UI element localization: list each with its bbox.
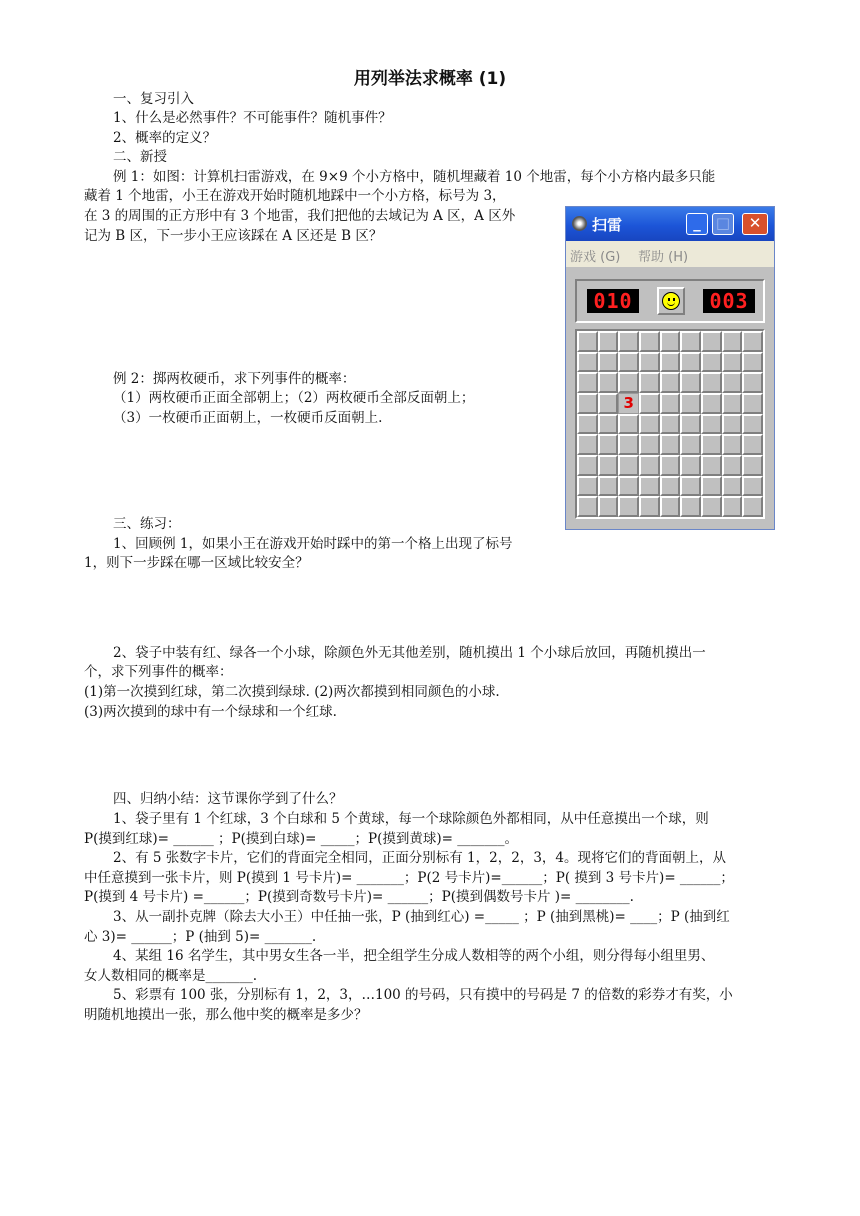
mine-cell[interactable]: [680, 455, 701, 476]
mine-cell[interactable]: [742, 496, 763, 517]
menu-bar: [566, 241, 774, 267]
mine-cell[interactable]: [618, 434, 639, 455]
mine-cell[interactable]: [722, 455, 743, 476]
mine-cell[interactable]: [577, 414, 598, 435]
mine-cell[interactable]: [639, 352, 660, 373]
game-board: [572, 273, 768, 525]
mine-cell[interactable]: [660, 414, 681, 435]
mine-cell[interactable]: [680, 352, 701, 373]
mine-counter: 010: [587, 289, 639, 313]
mine-cell[interactable]: [598, 434, 619, 455]
maximize-button[interactable]: □: [712, 213, 734, 235]
mine-cell[interactable]: [618, 476, 639, 497]
text-line: 1、袋子里有 1 个红球，3 个白球和 5 个黄球，每一个球除颜色外都相同，从中任意摸出一个球，则: [113, 811, 709, 827]
mine-cell[interactable]: [722, 496, 743, 517]
timer-display: 003: [703, 289, 755, 313]
mine-cell[interactable]: [577, 393, 598, 414]
mine-cell[interactable]: [722, 352, 743, 373]
mine-cell[interactable]: [660, 434, 681, 455]
mine-cell[interactable]: [701, 455, 722, 476]
mine-cell[interactable]: [598, 372, 619, 393]
text-line: (3)两次摸到的球中有一个绿球和一个红球.: [84, 704, 337, 720]
text-line: 例 1：如图：计算机扫雷游戏，在 9×9 个小方格中，随机埋藏着 10 个地雷，每个小方格内最多只能: [113, 169, 716, 185]
window-titlebar: [566, 207, 774, 241]
text-line: 4、某组 16 名学生，其中男女生各一半，把全组学生分成人数相等的两个小组，则分得每小组里男、: [113, 948, 715, 964]
mine-cell[interactable]: [680, 414, 701, 435]
mine-cell[interactable]: [639, 455, 660, 476]
mine-cell[interactable]: [598, 393, 619, 414]
mine-cell[interactable]: [680, 393, 701, 414]
mine-cell[interactable]: [742, 476, 763, 497]
mine-cell[interactable]: [577, 455, 598, 476]
mine-cell[interactable]: [639, 372, 660, 393]
mine-cell[interactable]: [722, 393, 743, 414]
mine-cell[interactable]: [701, 414, 722, 435]
mine-cell[interactable]: [660, 372, 681, 393]
text-line: （3）一枚硬币正面朝上，一枚硬币反面朝上.: [113, 410, 383, 426]
mine-cell[interactable]: [639, 434, 660, 455]
mine-cell[interactable]: [577, 434, 598, 455]
text-line: (1)第一次摸到红球，第二次摸到绿球. (2)两次都摸到相同颜色的小球.: [84, 684, 500, 700]
mine-cell[interactable]: [742, 414, 763, 435]
mine-cell[interactable]: [598, 414, 619, 435]
mine-cell[interactable]: [701, 393, 722, 414]
text-line: 女人数相同的概率是_______.: [84, 968, 258, 984]
mine-cell[interactable]: [618, 331, 639, 352]
mine-cell[interactable]: [722, 476, 743, 497]
mine-cell[interactable]: [701, 476, 722, 497]
minesweeper-window: [565, 206, 775, 530]
mine-cell[interactable]: [660, 393, 681, 414]
mine-cell[interactable]: [639, 496, 660, 517]
mine-cell[interactable]: [577, 476, 598, 497]
mine-cell[interactable]: [722, 372, 743, 393]
mine-cell[interactable]: [639, 393, 660, 414]
mine-cell[interactable]: [742, 331, 763, 352]
mine-cell[interactable]: [742, 372, 763, 393]
mine-cell[interactable]: [722, 331, 743, 352]
mine-cell[interactable]: [742, 352, 763, 373]
mine-grid: [575, 329, 765, 519]
mine-cell[interactable]: [722, 434, 743, 455]
mine-cell[interactable]: [618, 455, 639, 476]
window-title: 扫雷: [592, 216, 623, 234]
mine-cell[interactable]: [742, 455, 763, 476]
mine-cell[interactable]: [680, 434, 701, 455]
text-line: （1）两枚硬币正面全部朝上；（2）两枚硬币全部反面朝上；: [113, 390, 475, 406]
mine-cell[interactable]: [660, 476, 681, 497]
text-line: 三、练习：: [113, 516, 181, 532]
mine-cell[interactable]: [722, 414, 743, 435]
mine-cell[interactable]: [577, 372, 598, 393]
mine-cell[interactable]: [598, 496, 619, 517]
text-line: P(摸到红球)= ______ ；P(摸到白球)= _____；P(摸到黄球)= _______。: [84, 831, 518, 847]
mine-cell[interactable]: [701, 331, 722, 352]
mine-cell[interactable]: [680, 496, 701, 517]
text-line: 心 3)= ______；P (抽到 5)= _______.: [84, 929, 317, 945]
status-panel: [575, 279, 765, 323]
mine-cell[interactable]: [701, 372, 722, 393]
mine-cell[interactable]: [618, 372, 639, 393]
mine-cell[interactable]: [598, 331, 619, 352]
text-line: 1，则下一步踩在哪一区域比较安全？: [84, 555, 309, 571]
minimize-button[interactable]: _: [686, 213, 708, 235]
mine-cell[interactable]: [577, 496, 598, 517]
mine-cell[interactable]: [639, 331, 660, 352]
text-line: 四、归纳小结：这节课你学到了什么？: [113, 791, 343, 807]
text-line: 2、有 5 张数字卡片，它们的背面完全相同，正面分别标有 1，2，2，3，4。现将它们的背面朝上，从: [113, 850, 726, 866]
text-line: 2、概率的定义？: [113, 130, 217, 146]
text-line: 中任意摸到一张卡片，则 P(摸到 1 号卡片)= _______；P(2 号卡片)=______；P( 摸到 3 号卡片)= ______；: [84, 870, 734, 886]
smiley-icon: [662, 292, 680, 310]
mine-icon: [572, 216, 587, 231]
mine-cell[interactable]: [680, 331, 701, 352]
text-line: 1、什么是必然事件？不可能事件？随机事件？: [113, 110, 392, 126]
mine-cell[interactable]: [618, 414, 639, 435]
text-line: 例 2：掷两枚硬币，求下列事件的概率：: [113, 371, 356, 387]
close-button[interactable]: ✕: [742, 213, 768, 235]
text-line: 个，求下列事件的概率：: [84, 664, 233, 680]
mine-cell[interactable]: [598, 476, 619, 497]
mine-cell[interactable]: [701, 496, 722, 517]
text-line: 1、回顾例 1，如果小王在游戏开始时踩中的第一个格上出现了标号: [113, 536, 513, 552]
mine-cell[interactable]: [701, 352, 722, 373]
text-line: 藏着 1 个地雷，小王在游戏开始时随机地踩中一个小方格，标号为 3，: [84, 188, 506, 204]
mine-cell[interactable]: [701, 434, 722, 455]
mine-cell[interactable]: [742, 434, 763, 455]
text-line: 一、复习引入: [113, 91, 194, 107]
text-line: 明随机地摸出一张，那么他中奖的概率是多少？: [84, 1007, 368, 1023]
menu-game[interactable]: 游戏 (G): [570, 250, 621, 265]
revealed-cell[interactable]: 3: [618, 393, 639, 414]
mine-cell[interactable]: [660, 455, 681, 476]
menu-help[interactable]: 帮助 (H): [638, 250, 689, 265]
text-line: 3、从一副扑克牌（除去大小王）中任抽一张，P (抽到红心) =_____ ；P (抽到黑桃)= ____；P (抽到红: [113, 909, 730, 925]
mine-cell[interactable]: [618, 496, 639, 517]
mine-cell[interactable]: [742, 393, 763, 414]
mine-cell[interactable]: [577, 331, 598, 352]
text-line: 记为 B 区，下一步小王应该踩在 A 区还是 B 区？: [84, 228, 383, 244]
mine-cell[interactable]: [639, 414, 660, 435]
page-title: 用列举法求概率 (1): [353, 69, 507, 89]
mine-cell[interactable]: [577, 352, 598, 373]
text-line: 二、新授: [113, 149, 167, 165]
mine-cell[interactable]: [598, 455, 619, 476]
mine-cell[interactable]: [598, 352, 619, 373]
text-line: 在 3 的周围的正方形中有 3 个地雷，我们把他的去域记为 A 区，A 区外: [84, 208, 516, 224]
text-line: 2、袋子中装有红、绿各一个小球，除颜色外无其他差别，随机摸出 1 个小球后放回，再随机摸出一: [113, 645, 706, 661]
text-line: 5、彩票有 100 张，分别标有 1，2，3，…100 的号码，只有摸中的号码是 7 的倍数的彩券才有奖，小: [113, 987, 733, 1003]
mine-cell[interactable]: [660, 352, 681, 373]
mine-cell[interactable]: [680, 476, 701, 497]
mine-cell[interactable]: [680, 372, 701, 393]
mine-cell[interactable]: [639, 476, 660, 497]
mine-cell[interactable]: [660, 496, 681, 517]
mine-cell[interactable]: [618, 352, 639, 373]
text-line: P(摸到 4 号卡片) =______；P(摸到奇数号卡片)= ______；P(摸到偶数号卡片 )= ________.: [84, 889, 634, 905]
reset-face-button[interactable]: [657, 287, 685, 315]
mine-cell[interactable]: [660, 331, 681, 352]
